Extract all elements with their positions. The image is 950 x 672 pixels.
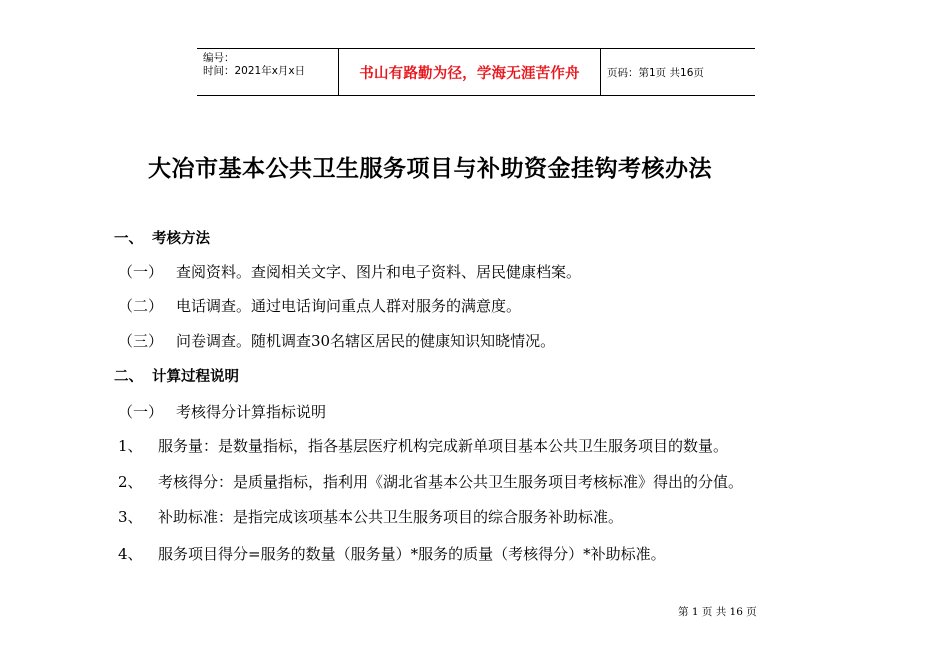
section-heading-2-num: 二、 (114, 369, 143, 385)
list-item-text: 服务量：是数量指标，指各基层医疗机构完成新单项目基本公共卫生服务项目的数量。 (158, 437, 729, 455)
section-heading-1-text: 考核方法 (152, 231, 210, 247)
list-item-text: 问卷调查。随机调查30名辖区居民的健康知识知晓情况。 (176, 332, 556, 350)
list-item-num: （三） (118, 332, 164, 350)
page-header (197, 48, 755, 96)
list-item-text: 查阅资料。查阅相关文字、图片和电子资料、居民健康档案。 (176, 263, 582, 281)
section-heading-1 (114, 229, 210, 249)
list-item (118, 472, 743, 492)
header-date: 时间：2021年x月x日 (203, 65, 306, 77)
list-item (118, 262, 581, 282)
list-item-text: 补助标准：是指完成该项基本公共卫生服务项目的综合服务补助标准。 (158, 508, 624, 526)
header-page-info: 页码：第1页 共16页 (607, 66, 704, 79)
section-heading-2-text: 计算过程说明 (152, 369, 239, 385)
list-item (118, 436, 728, 456)
list-item-text: 考核得分计算指标说明 (176, 403, 327, 421)
list-item-num: （二） (118, 297, 164, 315)
document-title (0, 150, 950, 183)
list-item-text: 服务项目得分=服务的数量（服务量）*服务的质量（考核得分）*补助标准。 (158, 545, 666, 563)
list-item-text: 电话调查。通过电话询问重点人群对服务的满意度。 (176, 297, 522, 315)
header-serial: 编号： (203, 52, 235, 64)
list-item-num: 3、 (118, 508, 143, 526)
section-heading-1-num: 一、 (114, 231, 143, 247)
list-item-num: （一） (118, 403, 164, 421)
list-item-num: 4、 (118, 545, 143, 563)
list-item (118, 507, 623, 527)
section-heading-2 (114, 367, 239, 387)
document-title-text: 大冶市基本公共卫生服务项目与补助资金挂钩考核办法 (148, 156, 712, 182)
list-item-text: 考核得分：是质量指标，指利用《湖北省基本公共卫生服务项目考核标准》得出的分值。 (158, 473, 744, 491)
header-meta (197, 49, 339, 95)
header-motto: 书山有路勤为径，学海无涯苦作舟 (339, 49, 601, 95)
list-item (118, 402, 326, 422)
page-footer: 第 1 页 共 16 页 (678, 606, 757, 618)
list-item (118, 296, 521, 316)
list-item (118, 331, 555, 351)
list-item-num: 2、 (118, 473, 143, 491)
list-item-num: （一） (118, 263, 164, 281)
list-item (118, 544, 666, 564)
list-item-num: 1、 (118, 437, 143, 455)
